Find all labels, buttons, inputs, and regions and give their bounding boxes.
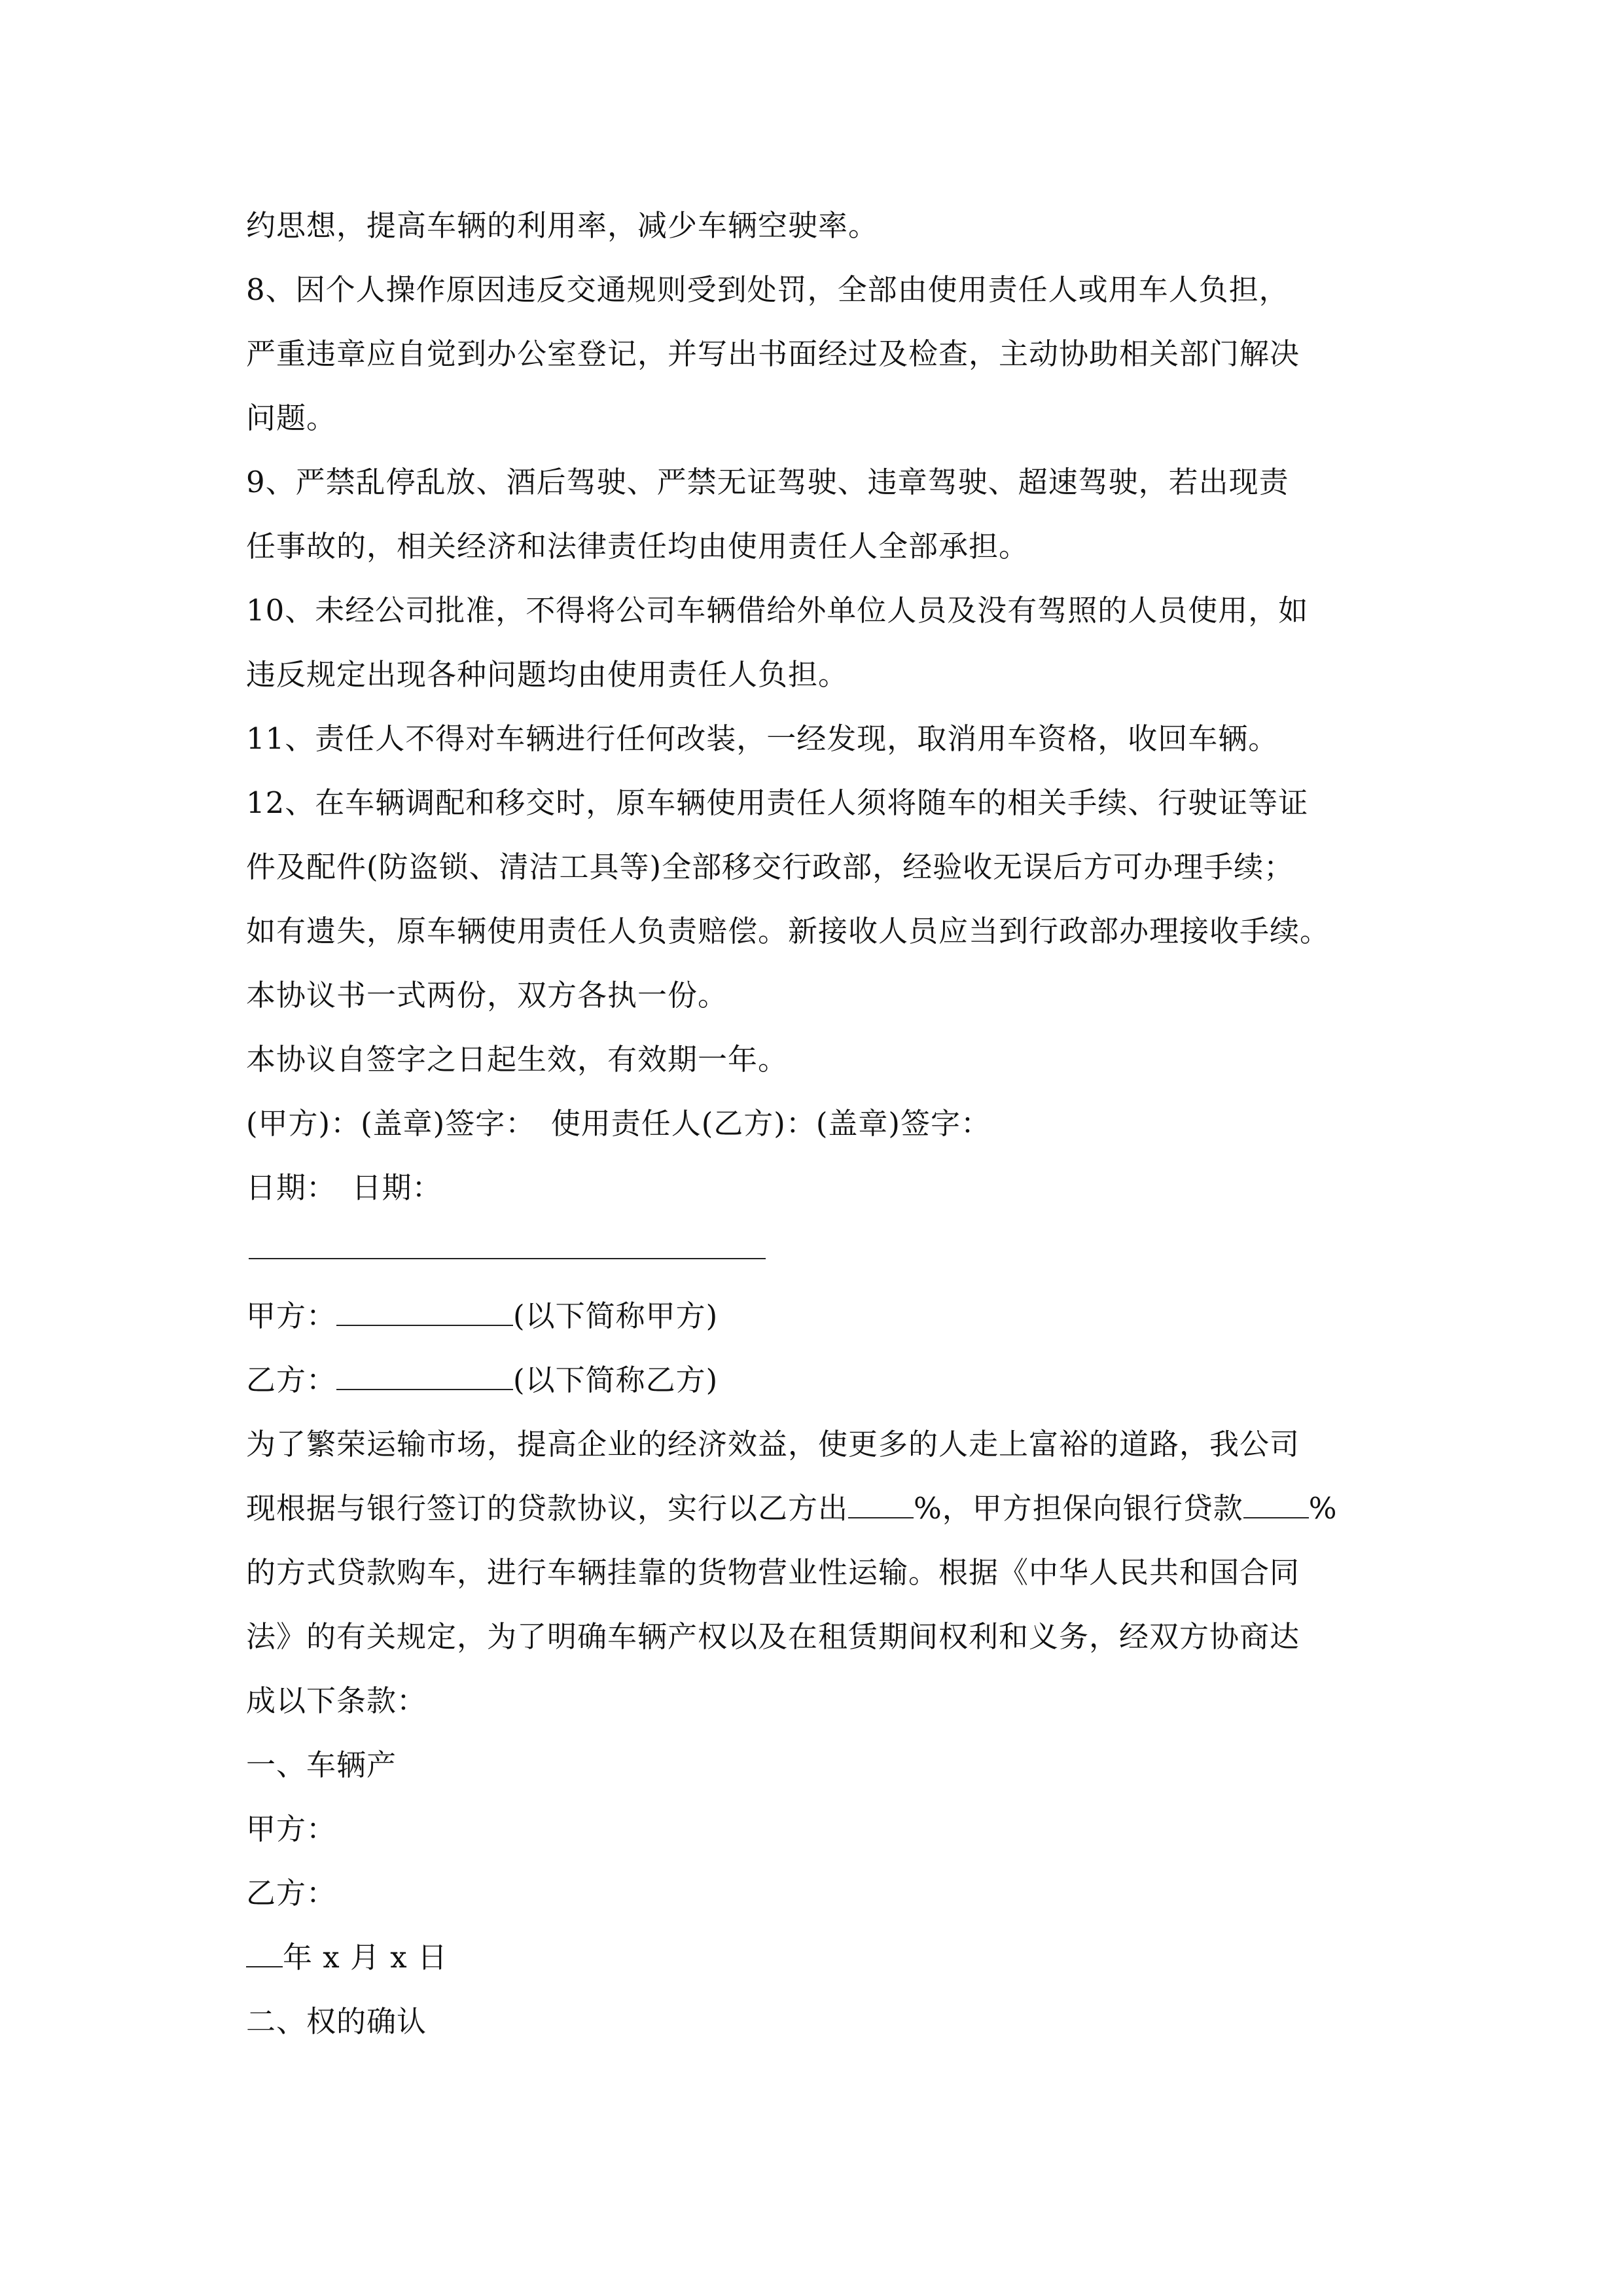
section-2-heading: 二、权的确认 <box>246 2004 427 2039</box>
signature-line: (甲方)：(盖章)签字： 使用责任人(乙方)：(盖章)签字： <box>246 1106 991 1141</box>
loan-percent-blank <box>1243 1491 1309 1518</box>
party-a-label: 甲方： <box>246 1299 337 1333</box>
intro-line-5: 成以下条款： <box>246 1683 427 1718</box>
clause-9-line-1: 9、严禁乱停乱放、酒后驾驶、严禁无证驾驶、违章驾驶、超速驾驶，若出现责 <box>246 465 1289 499</box>
party-a-line <box>246 1284 1385 1348</box>
separator-rule <box>249 1258 766 1259</box>
date-line: 日期： 日期： <box>246 1170 442 1205</box>
intro-line-1: 为了繁荣运输市场，提高企业的经济效益，使更多的人走上富裕的道路，我公司 <box>246 1427 1300 1462</box>
section-1-heading: 一、车辆产 <box>246 1748 397 1782</box>
intro-line-4: 法》的有关规定，为了明确车辆产权以及在租赁期间权利和义务，经双方协商达 <box>246 1619 1300 1654</box>
clause-12-line-1: 12、在车辆调配和移交时，原车辆使用责任人须将随车的相关手续、行驶证等证 <box>246 785 1309 820</box>
clause-10-line-1: 10、未经公司批准，不得将公司车辆借给外单位人员及没有驾照的人员使用，如 <box>246 593 1309 628</box>
clause-11-line: 11、责任人不得对车辆进行任何改装，一经发现，取消用车资格，收回车辆。 <box>246 721 1279 756</box>
party-a-blank <box>336 1299 513 1326</box>
clause-9-line-2: 任事故的，相关经济和法律责任均由使用责任人全部承担。 <box>246 529 1029 564</box>
clause-8-line-2: 严重违章应自觉到办公室登记，并写出书面经过及检查，主动协助相关部门解决 <box>246 336 1300 371</box>
intro-line-2 <box>246 1477 1385 1541</box>
party-b-label: 乙方： <box>246 1363 337 1397</box>
clause-12-line-3: 如有遗失，原车辆使用责任人负责赔偿。新接收人员应当到行政部办理接收手续。 <box>246 914 1330 948</box>
year-blank <box>246 1940 283 1967</box>
clause-8-line-1: 8、因个人操作原因违反交通规则受到处罚，全部由使用责任人或用车人负担， <box>246 272 1289 307</box>
intro-line-2-b: %，甲方担保向银行贷款 <box>914 1491 1243 1526</box>
agreement-date-line <box>246 1926 1385 1990</box>
clause-12-line-2: 件及配件(防盗锁、清洁工具等)全部移交行政部，经验收无误后方可办理手续； <box>246 850 1294 884</box>
party-a-suffix: (以下简称甲方) <box>513 1299 719 1333</box>
copies-line: 本协议书一式两份，双方各执一份。 <box>246 978 728 1013</box>
agreement-date: 年 x 月 x 日 <box>283 1940 448 1975</box>
paragraph-line: 约思想，提高车辆的利用率，减少车辆空驶率。 <box>246 208 879 243</box>
intro-line-2-c: % <box>1308 1491 1338 1526</box>
party-b-percent-blank <box>848 1491 914 1518</box>
clause-10-line-2: 违反规定出现各种问题均由使用责任人负担。 <box>246 657 849 692</box>
signature-party-b: 乙方： <box>246 1876 337 1910</box>
intro-line-2-a: 现根据与银行签订的贷款协议，实行以乙方出 <box>246 1491 849 1526</box>
clause-8-line-3: 问题。 <box>246 401 337 435</box>
intro-line-3: 的方式贷款购车，进行车辆挂靠的货物营业性运输。根据《中华人民共和国合同 <box>246 1555 1300 1590</box>
section-separator <box>246 1220 1385 1284</box>
party-b-blank <box>336 1363 513 1390</box>
party-b-suffix: (以下简称乙方) <box>513 1363 719 1397</box>
document-body <box>246 194 1385 2054</box>
effective-line: 本协议自签字之日起生效，有效期一年。 <box>246 1042 789 1077</box>
signature-party-a: 甲方： <box>246 1812 337 1846</box>
party-b-line <box>246 1348 1385 1412</box>
